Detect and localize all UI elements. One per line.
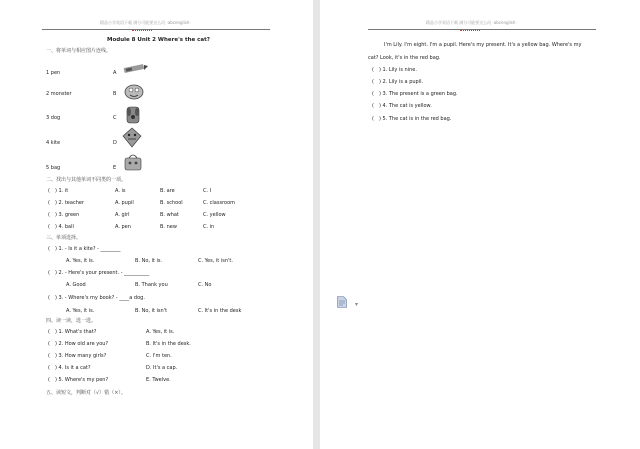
section-2-heading: 二、找出与其他单词不同类的一项。 — [46, 177, 127, 183]
odd-row-1-b: B. are — [160, 188, 175, 194]
tf-item-5: ( ) 5. The cat is in the red bag. — [372, 116, 452, 122]
letter-e: E — [113, 165, 117, 171]
match-row-4-q: ( ) 4. Is it a cat? — [48, 365, 91, 371]
passage-line-2: cat? Look, it's in the red bag. — [368, 55, 441, 61]
word-3: 3 dog — [46, 115, 61, 121]
page-header-2: 精品小学英语下载 满分可能要这么问 ·abcenglish· — [426, 20, 517, 25]
odd-row-2-b: B. school — [160, 200, 183, 206]
odd-row-2-a: A. pupil — [115, 200, 134, 206]
page-title: Module 8 Unit 2 Where's the cat? — [107, 37, 210, 43]
odd-row-4-q: ( ) 4. ball — [48, 224, 74, 230]
match-row-5-q: ( ) 5. Where's my pen? — [48, 377, 109, 383]
mc-2-b: B. Thank you — [135, 282, 168, 288]
mc-2-a: A. Good — [66, 282, 86, 288]
odd-row-1-c: C. I — [203, 188, 212, 194]
match-row-2-q: ( ) 2. How old are you? — [48, 341, 109, 347]
tf-item-3: ( ) 3. The present is a green bag. — [372, 91, 458, 97]
odd-row-3-a: A. girl — [115, 212, 130, 218]
odd-row-4-c: C. in — [203, 224, 215, 230]
match-row-3-q: ( ) 3. How many girls? — [48, 353, 107, 359]
monster-icon — [122, 82, 146, 100]
word-5: 5 bag — [46, 165, 61, 171]
kite-icon — [122, 127, 142, 149]
passage-line-1: I'm Lily. I'm eight. I'm a pupil. Here's my present. It's a yellow bag. Where's my — [384, 42, 582, 48]
word-4: 4 kite — [46, 140, 61, 146]
mc-2-c: C. No — [198, 282, 212, 288]
section-4-heading: 四、读一读，选一选。 — [46, 318, 97, 324]
odd-row-4-b: B. new — [160, 224, 177, 230]
mc-2-question: ( ) 2. - Here's your present. - __________ — [48, 270, 150, 276]
tf-item-1: ( ) 1. Lily is nine. — [372, 67, 417, 73]
dog-icon — [122, 104, 144, 126]
mc-1-c: C. Yes, it isn't. — [198, 258, 233, 264]
match-row-3-a: C. I'm ten. — [146, 353, 172, 359]
match-row-4-a: D. It's a cap. — [146, 365, 178, 371]
document-icon[interactable] — [337, 296, 347, 308]
odd-row-1-a: A. is — [115, 188, 126, 194]
odd-row-1-q: ( ) 1. it — [48, 188, 69, 194]
mc-3-question: ( ) 3. - Where's my book? - ____a dog. — [48, 295, 145, 301]
odd-row-3-c: C. yellow — [203, 212, 226, 218]
section-1-heading: 一、将单词与相应图片连线。 — [46, 48, 112, 54]
dropdown-arrow-icon[interactable]: ▾ — [355, 301, 359, 308]
page-header: 精品小学英语下载 满分可能要这么问 ·abcenglish· — [100, 20, 191, 25]
word-2: 2 monster — [46, 91, 72, 97]
mc-1-a: A. Yes, it is. — [66, 258, 95, 264]
odd-row-4-a: A. pen — [115, 224, 131, 230]
section-3-heading: 三、单项选择。 — [46, 235, 82, 241]
letter-c: C — [113, 115, 117, 121]
mc-1-question: ( ) 1. - Is it a kite? - ________ — [48, 246, 121, 252]
page-2 — [320, 0, 640, 449]
match-row-1-a: A. Yes, it is. — [146, 329, 175, 335]
section-5-heading: 五、读短文，判断对（√）错（×）。 — [46, 390, 126, 396]
tf-item-2: ( ) 2. Lily is a pupil. — [372, 79, 424, 85]
header-rule — [42, 29, 270, 30]
match-row-1-q: ( ) 1. What's that? — [48, 329, 97, 335]
odd-row-2-c: C. classroom — [203, 200, 236, 206]
odd-row-3-q: ( ) 3. green — [48, 212, 80, 218]
odd-row-3-b: B. what — [160, 212, 179, 218]
letter-d: D — [113, 140, 117, 146]
bag-icon — [122, 152, 144, 172]
match-row-5-a: E. Twelve. — [146, 377, 171, 383]
tf-item-4: ( ) 4. The cat is yellow. — [372, 103, 432, 109]
mc-3-b: B. No, it isn't — [135, 308, 168, 314]
header-rule-2 — [368, 29, 596, 30]
mc-1-b: B. No, it is. — [135, 258, 163, 264]
mc-3-c: C. It's in the desk — [198, 308, 242, 314]
page-1 — [0, 0, 313, 449]
letter-a: A — [113, 70, 117, 76]
word-1: 1 pen — [46, 70, 61, 76]
letter-b: B — [113, 91, 117, 97]
match-row-2-a: B. It's in the desk. — [146, 341, 191, 347]
mc-3-a: A. Yes, it is. — [66, 308, 95, 314]
pen-icon — [122, 62, 148, 76]
odd-row-2-q: ( ) 2. teacher — [48, 200, 85, 206]
